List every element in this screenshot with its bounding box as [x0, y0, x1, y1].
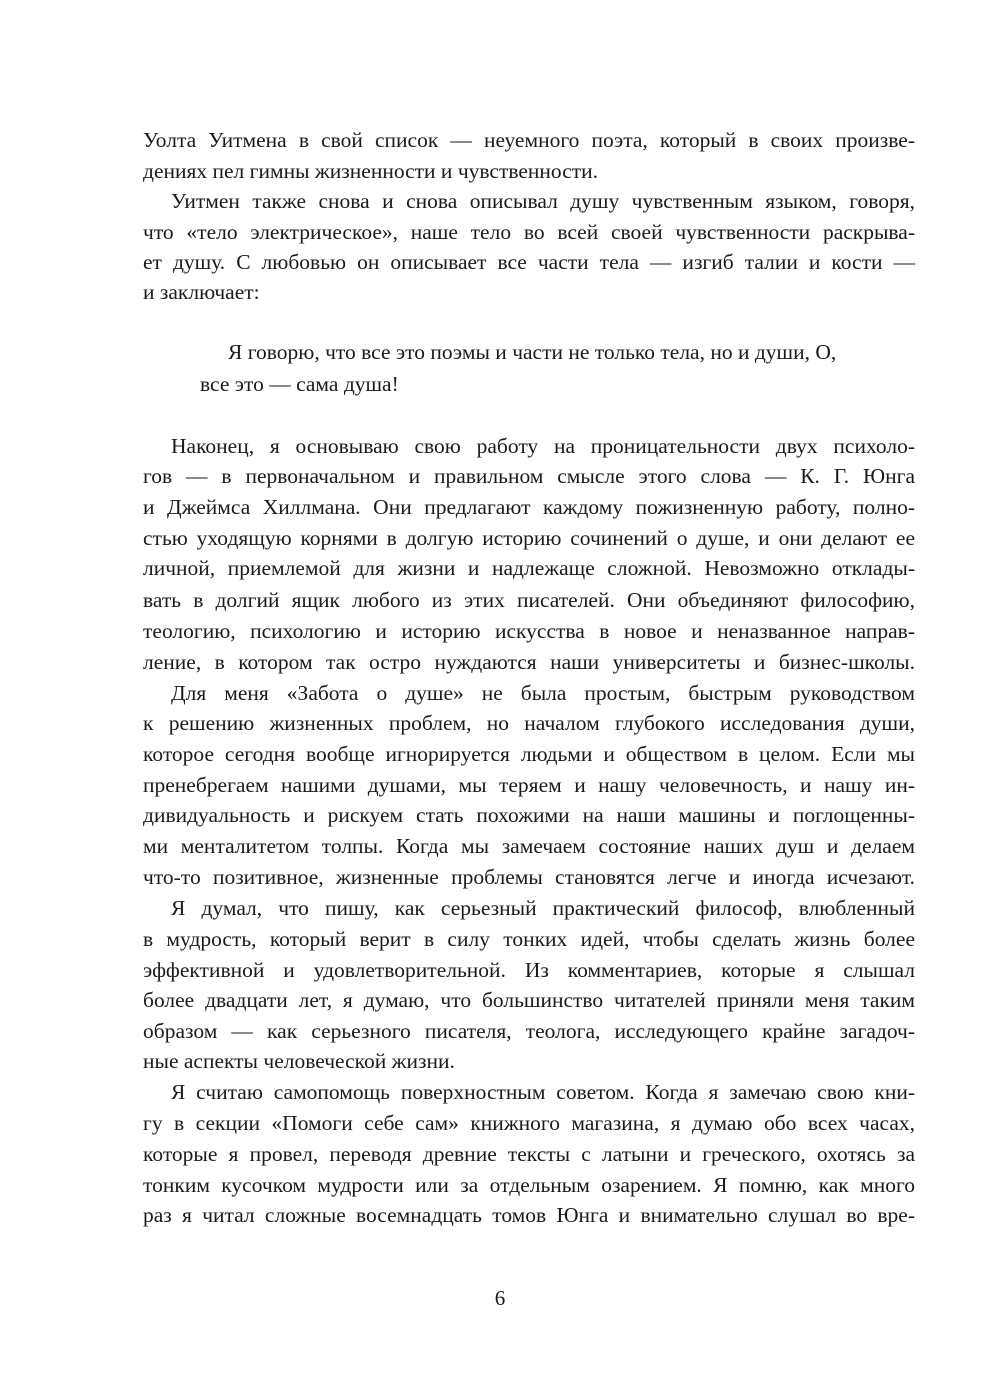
text-line: Для меня «Забота о душе» не была простым, быстрым руководством	[171, 681, 915, 705]
text-line: Я считаю самопомощь поверхностным советом. Когда я замечаю свою кни-	[171, 1080, 915, 1104]
text-line: образом — как серьезного писателя, теолога, исследующего крайне загадоч-	[143, 1019, 915, 1043]
text-line: эффективной и удовлетворительной. Из комментариев, которые я слышал	[143, 958, 915, 982]
text-line: вать в долгий ящик любого из этих писателей. Они объединяют философию,	[143, 588, 915, 612]
text-line: что-то позитивное, жизненные проблемы становятся легче и иногда исчезают.	[143, 865, 915, 889]
text-line: теологию, психологию и историю искусства в новое и неназванное направ-	[143, 619, 915, 643]
text-line: что «тело электрическое», наше тело во всей своей чувственности раскрыва-	[143, 220, 915, 244]
text-line: Наконец, я основываю свою работу на проницательности двух психоло-	[171, 434, 915, 458]
text-line: личной, приемлемой для жизни и надлежаще сложной. Невозможно отклады-	[143, 556, 915, 580]
text-line: ми менталитетом толпы. Когда мы замечаем состояние наших душ и делаем	[143, 834, 915, 858]
text-line: ет душу. С любовью он описывает все части тела — изгиб талии и кости —	[143, 250, 915, 274]
text-line: дивидуальность и рискуем стать похожими на наши машины и поглощенны-	[143, 803, 915, 827]
quote-line: все это — сама душа!	[200, 372, 399, 396]
text-line: ные аспекты человеческой жизни.	[143, 1049, 455, 1073]
text-line: и заключает:	[143, 280, 260, 304]
text-line: пренебрегаем нашими душами, мы теряем и нашу человечность, и нашу ин-	[143, 773, 915, 797]
text-line: гу в секции «Помоги себе сам» книжного магазина, я думаю обо всех часах,	[143, 1111, 915, 1135]
text-line: дениях пел гимны жизненности и чувственности.	[143, 159, 599, 183]
text-line: более двадцати лет, я думаю, что большинство читателей приняли меня таким	[143, 988, 915, 1012]
quote-line: Я говорю, что все это поэмы и части не только тела, но и души, О,	[228, 340, 837, 364]
text-line: тонким кусочком мудрости или за отдельным озарением. Я помню, как много	[143, 1173, 915, 1197]
text-line: к решению жизненных проблем, но началом глубокого исследования души,	[143, 711, 915, 735]
page-number: 6	[494, 1286, 506, 1310]
text-line: в мудрость, который верит в силу тонких идей, чтобы сделать жизнь более	[143, 927, 915, 951]
text-line: которое сегодня вообще игнорируется людьми и обществом в целом. Если мы	[143, 742, 915, 766]
text-line: которые я провел, переводя древние тексты с латыни и греческого, охотясь за	[143, 1142, 915, 1166]
text-line: гов — в первоначальном и правильном смысле этого слова — К. Г. Юнга	[143, 464, 915, 488]
text-line: ление, в котором так остро нуждаются наши университеты и бизнес-школы.	[143, 650, 915, 674]
text-line: Я думал, что пишу, как серьезный практический философ, влюбленный	[171, 896, 915, 920]
text-line: Уолта Уитмена в свой список — неуемного поэта, который в своих произве-	[143, 128, 915, 152]
text-line: стью уходящую корнями в долгую историю сочинений о душе, и они делают ее	[143, 526, 915, 550]
text-line: и Джеймса Хиллмана. Они предлагают каждому пожизненную работу, полно-	[143, 495, 915, 519]
text-line: Уитмен также снова и снова описывал душу чувственным языком, говоря,	[171, 189, 915, 213]
text-line: раз я читал сложные восемнадцать томов Юнга и внимательно слушал во вре-	[143, 1203, 915, 1227]
